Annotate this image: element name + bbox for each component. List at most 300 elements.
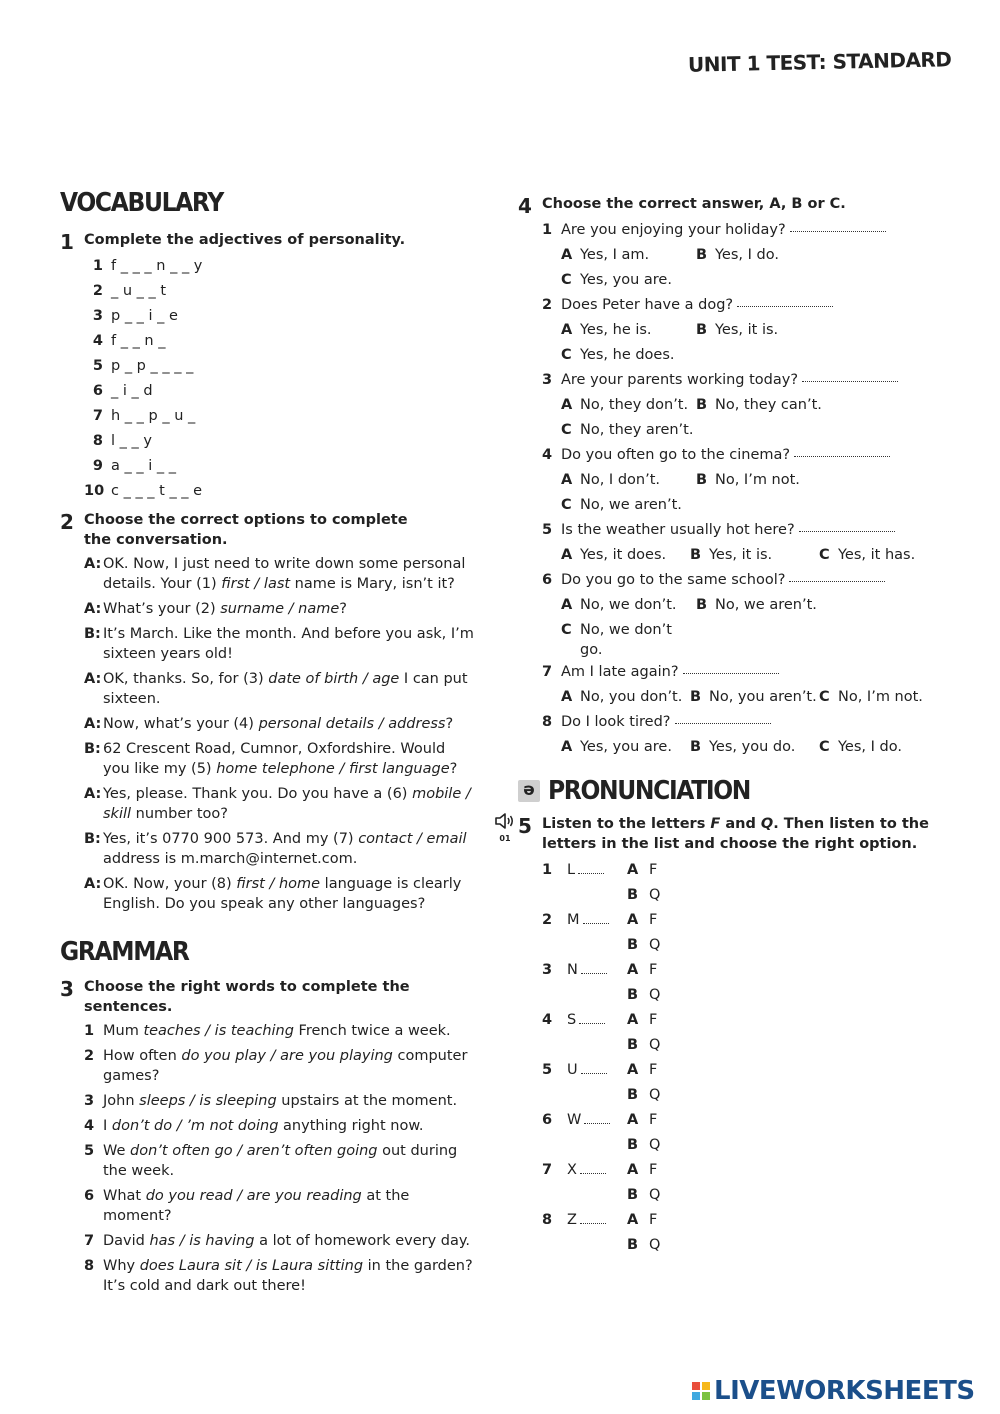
option-value[interactable]: F (649, 962, 658, 978)
option-letter: B (627, 1137, 639, 1153)
dialog-text-pre: OK. Now, I just need to write down some personal details. Your (1) (103, 556, 466, 592)
option-text: Yes, it has. (838, 547, 916, 563)
option-text: Yes, I am. (580, 247, 650, 263)
option-text: Yes, it is. (709, 547, 773, 563)
option-choice[interactable]: sleeps / is sleeping (139, 1093, 277, 1109)
option-choice[interactable]: teaches / is teaching (143, 1023, 294, 1039)
letter-option-row (542, 1033, 948, 1058)
gap-word[interactable]: l _ _ y (111, 433, 152, 449)
vocabulary-heading: VOCABULARY (60, 188, 223, 218)
dialog-text (103, 874, 475, 914)
letter-option-row (542, 1108, 948, 1133)
option-text: No, they don’t. (580, 397, 689, 413)
option-a[interactable] (561, 470, 696, 493)
option-b[interactable] (696, 395, 831, 418)
option-letter: A (561, 597, 573, 613)
options-row (542, 243, 948, 268)
task-5 (499, 812, 948, 1258)
question-text: Do I look tired? (561, 714, 671, 730)
option-b[interactable] (690, 737, 819, 760)
option-letter: B (696, 397, 708, 413)
answer-blank[interactable] (581, 962, 607, 974)
letter-option-row (542, 1008, 948, 1033)
sentence-post: upstairs at the moment. (276, 1093, 458, 1109)
option-letter: A (627, 1112, 639, 1128)
question-row (542, 568, 948, 593)
option-letter: B (690, 689, 702, 705)
option-a[interactable] (561, 595, 696, 618)
option-c[interactable] (561, 495, 696, 518)
task-number: 2 (60, 510, 74, 534)
question-text: Are you enjoying your holiday? (561, 222, 786, 238)
option-b[interactable] (696, 320, 831, 343)
item-number: 10 (84, 483, 105, 499)
option-value[interactable]: Q (649, 937, 661, 953)
option-letter: C (819, 547, 830, 563)
option-letter: B (696, 472, 708, 488)
dialog-text-pre: Now, what’s your (4) (103, 716, 259, 732)
option-choice[interactable]: first / home (236, 876, 321, 892)
letter-option-row (542, 1183, 948, 1208)
option-value[interactable]: Q (649, 1137, 661, 1153)
logo-text: LIVEWORKSHEETS (714, 1376, 975, 1406)
list-item (84, 279, 480, 304)
list-item (84, 1116, 480, 1141)
option-choice[interactable]: contact / email (358, 831, 467, 847)
sentence-post: anything right now. (278, 1118, 424, 1134)
option-value[interactable]: F (649, 1062, 658, 1078)
task-instruction: Choose the correct answer, A, B or C. (542, 196, 846, 212)
dialog-line (84, 874, 480, 919)
option-value[interactable]: F (649, 1162, 658, 1178)
list-item (84, 404, 480, 429)
option-letter: A (561, 247, 573, 263)
letter-option-row (542, 1083, 948, 1108)
list-item (84, 454, 480, 479)
option-letter: B (696, 597, 708, 613)
dialog-text-post: name is Mary, isn’t it? (290, 576, 455, 592)
option-text: Yes, you are. (580, 739, 672, 755)
answer-blank[interactable] (789, 570, 885, 582)
options-row (542, 685, 948, 710)
letter: Z (567, 1212, 577, 1228)
answer-blank[interactable] (583, 912, 609, 924)
item-number: 2 (92, 283, 103, 299)
sentence-post: at the moment? (103, 1188, 410, 1224)
speaker-label: B: (84, 831, 101, 847)
option-letter: B (627, 1037, 639, 1053)
option-letter: A (627, 962, 639, 978)
dialog-line (84, 624, 480, 669)
option-choice[interactable]: do you read / are you reading (145, 1188, 362, 1204)
question-row (542, 660, 948, 685)
option-a[interactable] (561, 737, 690, 760)
question-text: Are your parents working today? (561, 372, 799, 388)
option-letter: B (627, 887, 639, 903)
answer-blank[interactable] (794, 445, 890, 457)
sentence-pre: John (103, 1093, 140, 1109)
gap-word[interactable]: a _ _ i _ _ (111, 458, 176, 474)
letter-option-row (542, 1133, 948, 1158)
item-number: 6 (84, 1188, 95, 1204)
option-value[interactable]: Q (649, 1037, 661, 1053)
option-text: No, they aren’t. (580, 422, 694, 438)
sentence-post: in the garden? It’s cold and dark out there! (103, 1258, 473, 1294)
list-item (84, 254, 480, 279)
letter-with-blank (561, 1210, 627, 1233)
option-letter: A (627, 862, 639, 878)
option-letter: B (696, 322, 708, 338)
dialog-text-pre: OK. Now, your (8) (103, 876, 237, 892)
option-c[interactable] (561, 620, 696, 660)
question-number: 3 (542, 372, 553, 388)
gap-word[interactable]: c _ _ _ t _ _ e (111, 483, 203, 499)
answer-blank[interactable] (675, 712, 771, 724)
option-text: No, we aren’t. (580, 497, 682, 513)
task-number: 4 (518, 194, 532, 218)
item-number: 8 (92, 433, 103, 449)
sentence (103, 1046, 475, 1086)
answer-blank[interactable] (580, 1162, 606, 1174)
letter: S (567, 1012, 577, 1028)
option-letter: B (690, 547, 702, 563)
option-value[interactable]: F (649, 1112, 658, 1128)
option-letter: C (561, 497, 572, 513)
dialog-text-post: ? (449, 761, 458, 777)
answer-blank[interactable] (579, 1012, 605, 1024)
option-letter: A (561, 689, 573, 705)
options-row (542, 543, 948, 568)
option-text: Yes, you are. (580, 272, 672, 288)
speaker-label: B: (84, 626, 101, 642)
option-choice[interactable]: don’t often go / aren’t often going (130, 1143, 378, 1159)
option-choice[interactable]: don’t do / ’m not doing (111, 1118, 279, 1134)
left-column (60, 186, 480, 1301)
option-text: Yes, I do. (715, 247, 779, 263)
answer-blank[interactable] (799, 520, 895, 532)
gap-word[interactable]: f _ _ n _ (111, 333, 166, 349)
question-row (542, 518, 948, 543)
dialog-text (103, 784, 475, 824)
task-3 (60, 975, 480, 1301)
option-choice[interactable]: date of birth / age (268, 671, 400, 687)
track-number: 01 (499, 834, 511, 843)
question-number: 2 (542, 297, 553, 313)
option-letter: B (627, 987, 639, 1003)
letter: U (567, 1062, 578, 1078)
item-number: 6 (542, 1112, 553, 1128)
option-letter: A (627, 912, 639, 928)
sentence (103, 1256, 475, 1296)
item-number: 7 (542, 1162, 553, 1178)
dialog-text-pre: Yes, it’s 0770 900 573. And my (7) (103, 831, 359, 847)
dialog-line (84, 739, 480, 784)
option-text: Yes, I do. (838, 739, 902, 755)
option-a[interactable] (561, 545, 690, 568)
item-number: 1 (92, 258, 103, 274)
sentence-pre: David (103, 1233, 150, 1249)
option-choice[interactable]: do you play / are you playing (181, 1048, 393, 1064)
option-a[interactable] (561, 245, 696, 268)
grammar-heading: GRAMMAR (60, 937, 189, 967)
option-value[interactable]: Q (649, 1187, 661, 1203)
sentence-post: out during the week. (103, 1143, 458, 1179)
dialog-text (103, 599, 475, 619)
item-number: 7 (84, 1233, 95, 1249)
options-row (542, 343, 948, 368)
gap-word[interactable]: _ u _ _ t (111, 283, 167, 299)
option-value[interactable]: F (649, 1212, 658, 1228)
item-number: 1 (84, 1023, 95, 1039)
item-number: 4 (542, 1012, 553, 1028)
sentence-pre: Mum (103, 1023, 144, 1039)
answer-blank[interactable] (802, 370, 898, 382)
task-instruction: Complete the adjectives of personality. (84, 232, 406, 248)
option-a[interactable] (561, 687, 690, 710)
list-item (84, 1021, 480, 1046)
options-row (542, 593, 948, 618)
dialog-text-post: language is clearly English. Do you speak any other languages? (103, 876, 462, 912)
option-letter: C (561, 347, 572, 363)
letter-option-row (542, 958, 948, 983)
question-text: Am I late again? (561, 664, 679, 680)
option-value[interactable]: Q (649, 987, 661, 1003)
letter: X (567, 1162, 577, 1178)
task-instruction: Listen to the letters F and Q. Then listen to the letters in the list and choose the right option. (542, 816, 929, 852)
item-number: 5 (92, 358, 103, 374)
sentence (103, 1116, 475, 1136)
list-item (84, 1256, 480, 1301)
dialog-text (103, 624, 475, 664)
dialog-line (84, 714, 480, 739)
pronunciation-heading: PRONUNCIATION (548, 776, 751, 806)
option-choice[interactable]: home telephone / first language (216, 761, 450, 777)
option-text: No, you don’t. (580, 689, 683, 705)
letter: W (567, 1112, 582, 1128)
option-letter: C (819, 739, 830, 755)
dialog-text-post: address is m.march@internet.com. (103, 851, 358, 867)
option-choice[interactable]: has / is having (149, 1233, 255, 1249)
option-letter: B (627, 937, 639, 953)
option-b[interactable] (690, 687, 819, 710)
sentence-post: computer games? (103, 1048, 468, 1084)
item-number: 2 (84, 1048, 95, 1064)
option-choice[interactable]: personal details / address (258, 716, 446, 732)
task-number: 5 (518, 814, 532, 838)
option-text: No, I’m not. (838, 689, 923, 705)
logo-mark-icon (692, 1382, 710, 1400)
list-item (84, 379, 480, 404)
item-number: 6 (92, 383, 103, 399)
item-number: 8 (84, 1258, 95, 1274)
item-number: 2 (542, 912, 553, 928)
option-letter: C (819, 689, 830, 705)
task-number: 1 (60, 230, 74, 254)
option-c[interactable] (561, 420, 696, 443)
gap-word[interactable]: f _ _ _ n _ _ y (111, 258, 203, 274)
question-number: 1 (542, 222, 553, 238)
letter-with-blank (561, 910, 627, 933)
answer-blank[interactable] (580, 1212, 606, 1224)
answer-blank[interactable] (683, 662, 779, 674)
options-row (542, 393, 948, 418)
list-item (84, 1141, 480, 1186)
gap-word[interactable]: _ i _ d (111, 383, 153, 399)
option-letter: A (561, 322, 573, 338)
list-item (84, 1046, 480, 1091)
sentence-pre: We (103, 1143, 131, 1159)
letter: L (567, 862, 576, 878)
letter-option-row (542, 908, 948, 933)
speaker-label: A: (84, 601, 102, 617)
options-row (542, 735, 948, 760)
sentence (103, 1021, 475, 1041)
question-text: Is the weather usually hot here? (561, 522, 795, 538)
answer-blank[interactable] (584, 1112, 610, 1124)
dialog-text-post: ? (445, 716, 454, 732)
option-c[interactable] (819, 687, 948, 710)
letter-with-blank (561, 1110, 627, 1133)
option-value[interactable]: F (649, 1012, 658, 1028)
answer-blank[interactable] (737, 295, 833, 307)
letter-with-blank (561, 960, 627, 983)
option-b[interactable] (696, 245, 831, 268)
option-text: No, we aren’t. (715, 597, 817, 613)
option-text: No, I’m not. (715, 472, 800, 488)
option-value[interactable]: Q (649, 1237, 661, 1253)
option-a[interactable] (561, 395, 696, 418)
dialog-line (84, 669, 480, 714)
option-letter: A (627, 1162, 639, 1178)
option-c[interactable] (819, 545, 948, 568)
option-value[interactable]: Q (649, 887, 661, 903)
answer-blank[interactable] (581, 1062, 607, 1074)
list-item (84, 304, 480, 329)
sentence-post: French twice a week. (293, 1023, 451, 1039)
speaker-label: A: (84, 876, 102, 892)
sentence (103, 1141, 475, 1181)
option-letter: C (561, 422, 572, 438)
item-number: 4 (92, 333, 103, 349)
option-c[interactable] (819, 737, 948, 760)
speaker-label: B: (84, 741, 101, 757)
letter-with-blank (561, 1010, 627, 1033)
options-row (542, 418, 948, 443)
dialog-line (84, 554, 480, 599)
task-4 (518, 192, 948, 760)
option-letter: A (627, 1212, 639, 1228)
options-row (542, 268, 948, 293)
question-number: 4 (542, 447, 553, 463)
letter-option-row (542, 983, 948, 1008)
item-number: 1 (542, 862, 553, 878)
option-text: No, we don’t go. (580, 622, 672, 658)
option-value[interactable]: F (649, 912, 658, 928)
sentence-post: a lot of homework every day. (254, 1233, 470, 1249)
dialog-text (103, 554, 475, 594)
gap-word[interactable]: p _ p _ _ _ _ (111, 358, 194, 374)
answer-blank[interactable] (790, 220, 886, 232)
option-b[interactable] (690, 545, 819, 568)
option-letter: B (696, 247, 708, 263)
dialog-text-post: I can put sixteen. (103, 671, 468, 707)
option-letter: A (561, 739, 573, 755)
speaker-label: A: (84, 556, 102, 572)
list-item (84, 354, 480, 379)
letter: N (567, 962, 578, 978)
option-letter: A (561, 472, 573, 488)
option-b[interactable] (696, 595, 831, 618)
gap-word[interactable]: h _ _ p _ u _ (111, 408, 196, 424)
item-number: 3 (84, 1093, 95, 1109)
dialog-text (103, 829, 475, 869)
dialog-text-post: ? (339, 601, 347, 617)
letter-option-row (542, 1158, 948, 1183)
option-text: No, I don’t. (580, 472, 660, 488)
gap-word[interactable]: p _ _ i _ e (111, 308, 178, 324)
speaker-icon[interactable] (494, 812, 516, 830)
question-row (542, 443, 948, 468)
list-item (84, 329, 480, 354)
dialog-line (84, 599, 480, 624)
task-2 (60, 508, 480, 919)
question-text: Does Peter have a dog? (561, 297, 734, 313)
task-1 (60, 228, 480, 504)
option-a[interactable] (561, 320, 696, 343)
option-text: No, we don’t. (580, 597, 677, 613)
option-choice[interactable]: mobile / skill (103, 786, 471, 822)
option-letter: B (627, 1237, 639, 1253)
question-row (542, 218, 948, 243)
option-b[interactable] (696, 470, 831, 493)
item-number: 3 (542, 962, 553, 978)
item-number: 9 (92, 458, 103, 474)
dialog-text-pre: 62 Crescent Road, Cumnor, Oxfordshire. Would you like my (5) (103, 741, 446, 777)
option-value[interactable]: F (649, 862, 658, 878)
option-text: Yes, it is. (715, 322, 779, 338)
task-number: 3 (60, 977, 74, 1001)
dialog-text-pre: OK, thanks. So, for (3) (103, 671, 269, 687)
option-text: Yes, you do. (709, 739, 796, 755)
dialog-line (84, 829, 480, 874)
pronunciation-header (518, 774, 948, 808)
dialog-line (84, 784, 480, 829)
option-letter: A (561, 397, 573, 413)
audio-track[interactable] (494, 812, 516, 843)
option-value[interactable]: Q (649, 1087, 661, 1103)
question-text: Do you go to the same school? (561, 572, 786, 588)
sentence-pre: How often (103, 1048, 182, 1064)
speaker-label: A: (84, 786, 102, 802)
option-choice[interactable]: does Laura sit / is Laura sitting (139, 1258, 364, 1274)
answer-blank[interactable] (578, 862, 604, 874)
question-text: Do you often go to the cinema? (561, 447, 791, 463)
option-c[interactable] (561, 270, 696, 293)
letter-option-row (542, 858, 948, 883)
list-item (84, 429, 480, 454)
option-choice[interactable]: first / last (221, 576, 291, 592)
options-row (542, 468, 948, 493)
dialog-text (103, 714, 475, 734)
dialog-text (103, 669, 475, 709)
speaker-label: A: (84, 671, 102, 687)
option-text: Yes, he does. (580, 347, 675, 363)
item-number: 4 (84, 1118, 95, 1134)
task-instruction: Choose the correct options to complete the conversation. (84, 512, 408, 548)
list-item (84, 479, 480, 504)
option-c[interactable] (561, 345, 696, 368)
option-choice[interactable]: surname / name (220, 601, 340, 617)
